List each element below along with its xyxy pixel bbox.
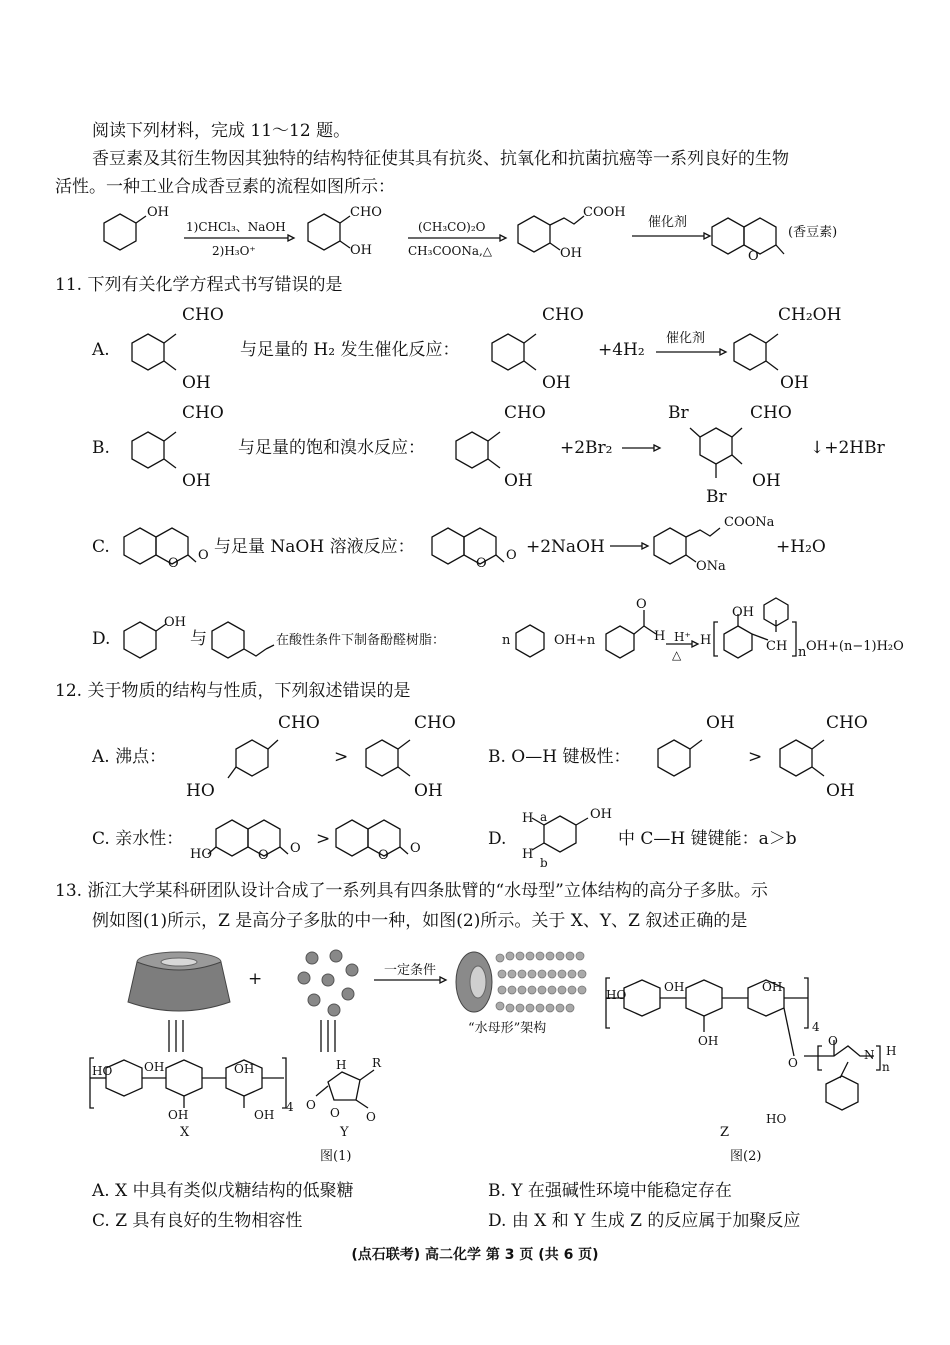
q11-d-resin bbox=[712, 596, 802, 666]
q12-b-label: B. O—H 键极性： bbox=[488, 747, 631, 767]
q11-a-cho: CHO bbox=[182, 305, 224, 325]
q11-stem: 11. 下列有关化学方程式书写错误的是 bbox=[55, 275, 343, 295]
intro-line-3: 活性。一种工业合成香豆素的流程如图所示： bbox=[55, 177, 395, 197]
q11-b-reactant-2 bbox=[452, 424, 512, 480]
flow-step1-top: 1)CHCl₃、NaOH bbox=[186, 220, 286, 234]
q11-d-label: D. bbox=[92, 629, 111, 649]
q12-a-ho: HO bbox=[186, 781, 215, 801]
z-h: H bbox=[886, 1044, 897, 1058]
q12-b-phenol bbox=[654, 730, 714, 790]
q11-b-reactant bbox=[128, 424, 188, 480]
q12-c-o-3: O bbox=[378, 848, 389, 863]
intro-line-2: 香豆素及其衍生物因其独特的结构特征使其具有抗炎、抗氧化和抗菌抗癌等一系列良好的生物 bbox=[92, 149, 789, 169]
q11-d-text1: 与 bbox=[190, 629, 207, 649]
q11-d-tail: OH+(n−1)H₂O bbox=[806, 639, 904, 654]
q11-c-arrow bbox=[610, 542, 650, 550]
q11-d-n: n bbox=[502, 633, 511, 648]
q11-a-reactant bbox=[128, 326, 188, 382]
fig1-jellyfish-label: “水母形”架构 bbox=[468, 1021, 547, 1036]
q12-c-o-2: O bbox=[290, 841, 301, 856]
q11-c-o-1: O bbox=[168, 556, 179, 571]
q12-a-cho-2: CHO bbox=[414, 713, 456, 733]
q11-d-h: H bbox=[654, 629, 666, 644]
q11-d-o: O bbox=[636, 597, 647, 612]
q11-b-cho-2: CHO bbox=[504, 403, 546, 423]
q12-d-oh: OH bbox=[590, 807, 612, 822]
x-oh-2: OH bbox=[234, 1062, 255, 1076]
q11-d-sub-n: n bbox=[798, 645, 807, 660]
y-o-2: O bbox=[330, 1106, 340, 1120]
x-oh-1: OH bbox=[144, 1060, 165, 1074]
q11-d-cond: H⁺ bbox=[674, 630, 691, 644]
q12-d-label: D. bbox=[488, 829, 507, 849]
z-oh-3: OH bbox=[698, 1034, 719, 1048]
q11-a-label: A. bbox=[92, 340, 110, 360]
q11-b-text: 与足量的饱和溴水反应： bbox=[238, 438, 425, 458]
q11-d-heat: △ bbox=[672, 648, 682, 662]
q12-d-a: a bbox=[540, 810, 548, 824]
q11-d-ohplus: OH+n bbox=[554, 633, 596, 648]
x-ho-1: HO bbox=[92, 1064, 113, 1078]
q12-c-label: C. 亲水性： bbox=[92, 829, 184, 849]
q11-b-br-2: Br bbox=[706, 487, 727, 507]
q11-b-tail: ↓+2HBr bbox=[810, 438, 885, 458]
q11-a-oh-2: OH bbox=[542, 373, 571, 393]
q11-a-catalyst: 催化剂 bbox=[666, 331, 706, 346]
fig1-arrow bbox=[374, 976, 448, 984]
q11-b-arrow bbox=[622, 444, 662, 452]
q12-a-cho-1: CHO bbox=[278, 713, 320, 733]
flow-oh-2: OH bbox=[350, 243, 372, 258]
y-o-1: O bbox=[306, 1098, 316, 1112]
q11-d-ch: CH bbox=[766, 639, 788, 654]
y-equals-mark bbox=[318, 1020, 338, 1054]
jellyfish-architecture-image bbox=[448, 944, 598, 1020]
flow-step3-top: 催化剂 bbox=[648, 215, 688, 230]
q11-b-prod-cho: CHO bbox=[750, 403, 792, 423]
q11-c-o-4: O bbox=[506, 548, 517, 563]
q11-a-text: 与足量的 H₂ 发生催化反应： bbox=[240, 340, 460, 360]
q12-c-o-1: O bbox=[258, 848, 269, 863]
flow-oh-3: OH bbox=[560, 246, 582, 261]
flow-step1-bottom: 2)H₃O⁺ bbox=[212, 244, 256, 258]
q11-a-plus: +4H₂ bbox=[598, 340, 645, 360]
q12-stem: 12. 关于物质的结构与性质，下列叙述错误的是 bbox=[55, 681, 411, 701]
q11-b-cho: CHO bbox=[182, 403, 224, 423]
q11-c-o-2: O bbox=[198, 548, 209, 563]
z-ho-2: HO bbox=[766, 1112, 787, 1126]
q11-c-ona: ONa bbox=[696, 559, 726, 574]
fig1-condition: 一定条件 bbox=[384, 963, 437, 978]
q11-b-oh-2: OH bbox=[504, 471, 533, 491]
q11-d-phenol-2 bbox=[512, 622, 558, 662]
z-ho-1: HO bbox=[606, 988, 627, 1002]
y-o-3: O bbox=[366, 1110, 376, 1124]
q11-d-text2: 在酸性条件下制备酚醛树脂： bbox=[276, 633, 446, 648]
cyclodextrin-cone-image bbox=[124, 950, 234, 1014]
q12-c-o-4: O bbox=[410, 841, 421, 856]
q12-c-gt: > bbox=[316, 829, 331, 849]
q13-stem-2: 例如图(1)所示，Z 是高分子多肽的中一种，如图(2)所示。关于 X、Y、Z 叙述正确的是 bbox=[92, 911, 748, 931]
flow-cho: CHO bbox=[350, 205, 382, 220]
flow-cooh: COOH bbox=[583, 205, 626, 220]
z-sub-n: n bbox=[882, 1060, 890, 1074]
q11-d-resin-oh: OH bbox=[732, 605, 754, 620]
fig1-plus: + bbox=[248, 969, 263, 989]
q12-c-ho: HO bbox=[190, 847, 212, 862]
q12-d-text: 中 C—H 键键能：a＞b bbox=[618, 829, 797, 849]
q12-d-h-1: H bbox=[522, 811, 534, 826]
q11-c-coona: COONa bbox=[724, 515, 775, 530]
q12-d-b: b bbox=[540, 856, 548, 870]
z-polypeptide-structure bbox=[604, 966, 904, 1126]
q11-b-plus: +2Br₂ bbox=[560, 438, 613, 458]
q12-b-cho: CHO bbox=[826, 713, 868, 733]
q11-a-arrow bbox=[656, 348, 728, 356]
intro-line-1: 阅读下列材料，完成 11～12 题。 bbox=[92, 121, 351, 141]
q11-b-label: B. bbox=[92, 438, 110, 458]
q13-option-b: B. Y 在强碱性环境中能稳定存在 bbox=[488, 1181, 732, 1201]
y-r: R bbox=[372, 1056, 382, 1070]
q11-b-oh: OH bbox=[182, 471, 211, 491]
z-oh-1: OH bbox=[664, 980, 685, 994]
q11-a-cho-2: CHO bbox=[542, 305, 584, 325]
q11-a-reactant-2 bbox=[488, 326, 548, 382]
q11-c-label: C. bbox=[92, 537, 110, 557]
q13-option-c: C. Z 具有良好的生物相容性 bbox=[92, 1211, 303, 1231]
q13-option-a: A. X 中具有类似戊糖结构的低聚糖 bbox=[92, 1181, 354, 1201]
q12-a-label: A. 沸点： bbox=[92, 747, 167, 767]
z-o-ester: O bbox=[788, 1056, 798, 1070]
q12-b-oh-2: OH bbox=[826, 781, 855, 801]
monomer-balls-image bbox=[290, 950, 370, 1018]
q13-stem-1: 13. 浙江大学某科研团队设计合成了一系列具有四条肽臂的“水母型”立体结构的高分子多肽。示 bbox=[55, 881, 768, 901]
q11-d-prod-h: H bbox=[700, 633, 712, 648]
x-oh-3: OH bbox=[168, 1108, 189, 1122]
flow-step2-bottom: CH₃COONa,△ bbox=[408, 244, 493, 258]
z-o-carbonyl: O bbox=[828, 1034, 838, 1048]
z-n: N bbox=[864, 1048, 875, 1062]
z-label: Z bbox=[720, 1125, 730, 1140]
x-subscript-4: 4 bbox=[286, 1100, 294, 1114]
q11-b-prod-oh: OH bbox=[752, 471, 781, 491]
fig2-caption: 图(2) bbox=[730, 1149, 762, 1164]
flow-step2-top: (CH₃CO)₂O bbox=[418, 220, 486, 234]
q12-c-hydroxycoumarin bbox=[204, 814, 304, 864]
q12-a-oh: OH bbox=[414, 781, 443, 801]
page-footer: (点石联考) 高二化学 第 3 页 (共 6 页) bbox=[351, 1247, 599, 1263]
flow-coumarin-o: O bbox=[748, 249, 759, 264]
q11-c-o-3: O bbox=[476, 556, 487, 571]
q11-d-oh: OH bbox=[164, 615, 186, 630]
flow-product-label: (香豆素) bbox=[788, 225, 838, 240]
y-label: Y bbox=[340, 1125, 349, 1140]
x-oh-4: OH bbox=[254, 1108, 275, 1122]
q12-a-p-hydroxybenzaldehyde bbox=[226, 730, 286, 790]
fig1-caption: 图(1) bbox=[320, 1149, 352, 1164]
z-oh-2: OH bbox=[762, 980, 783, 994]
flow-arrow-3 bbox=[632, 232, 712, 240]
q11-c-tail: +H₂O bbox=[776, 537, 826, 557]
q12-d-h-2: H bbox=[522, 847, 534, 862]
q11-a-prod-oh: OH bbox=[780, 373, 809, 393]
y-h: H bbox=[336, 1058, 347, 1072]
q12-a-gt: > bbox=[334, 747, 349, 767]
q11-a-ch2oh: CH₂OH bbox=[778, 305, 842, 325]
q11-c-plus: +2NaOH bbox=[526, 537, 605, 557]
z-subscript-4: 4 bbox=[812, 1020, 820, 1034]
q12-b-oh-1: OH bbox=[706, 713, 735, 733]
flow-phenol-oh: OH bbox=[147, 205, 169, 220]
q11-a-oh: OH bbox=[182, 373, 211, 393]
q11-b-br-1: Br bbox=[668, 403, 689, 423]
x-label: X bbox=[180, 1125, 190, 1140]
q12-b-gt: > bbox=[748, 747, 763, 767]
q11-b-product bbox=[690, 418, 760, 488]
q11-c-text: 与足量 NaOH 溶液反应： bbox=[214, 537, 415, 557]
q13-option-d: D. 由 X 和 Y 生成 Z 的反应属于加聚反应 bbox=[488, 1211, 801, 1231]
q12-a-o-hydroxybenzaldehyde bbox=[362, 730, 422, 790]
